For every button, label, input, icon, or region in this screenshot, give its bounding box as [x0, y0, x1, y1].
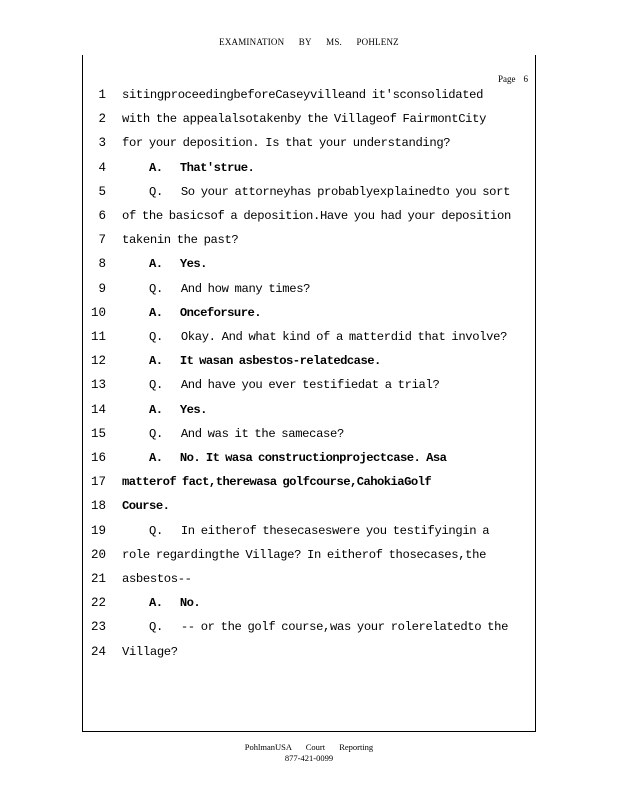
line-text: for your deposition. Is that your understanding?	[122, 136, 451, 151]
transcript-line	[0, 112, 618, 136]
page-header	[0, 37, 618, 47]
line-number: 5	[98, 184, 106, 199]
line-number: 12	[90, 354, 106, 369]
line-text: Q. And was it the samecase?	[149, 426, 344, 441]
line-number: 11	[90, 330, 106, 344]
transcript-line	[0, 330, 618, 354]
page-number	[498, 74, 528, 84]
line-number: 6	[98, 209, 106, 223]
transcript-line	[0, 306, 618, 330]
header-by: BY	[298, 37, 312, 47]
line-text: Q. -- or the golf course,was your rolerelatedto the	[149, 620, 509, 635]
transcript-line	[0, 524, 618, 548]
line-number: 16	[90, 451, 106, 465]
line-text: matterof fact,therewasa golfcourse,CahokiaGolf	[122, 475, 432, 490]
line-text: A. No.	[149, 596, 201, 611]
line-number: 15	[90, 426, 106, 441]
transcript-line	[0, 354, 618, 378]
line-number: 14	[90, 402, 106, 417]
line-number: 20	[90, 547, 106, 562]
transcript-line	[0, 499, 618, 523]
transcript-line	[0, 427, 618, 451]
line-number: 9	[98, 281, 106, 296]
transcript-line	[0, 451, 618, 475]
transcript-line	[0, 572, 618, 596]
header-name: POHLENZ	[356, 37, 399, 47]
line-number: 23	[90, 620, 106, 635]
line-text: Q. And have you ever testifiedat a trial?	[149, 378, 440, 393]
footer-company-line	[0, 742, 618, 753]
line-text: Q. So your attorneyhas probablyexplainedto you sort	[149, 184, 511, 199]
page-footer	[0, 742, 618, 764]
transcript-line	[0, 378, 618, 402]
transcript-line	[0, 88, 618, 112]
line-text: sitingproceedingbeforeCaseyvilleand it'sconsolidated	[122, 88, 484, 102]
line-text: of the basicsof a deposition.Have you had your deposition	[122, 209, 511, 223]
transcript-line	[0, 185, 618, 209]
footer-phone: 877-421-0099	[284, 753, 334, 763]
transcript-line	[0, 161, 618, 185]
line-text: Village?	[122, 644, 178, 659]
line-text: A. No. It wasa constructionprojectcase. Asa	[149, 451, 447, 465]
transcript-line	[0, 596, 618, 620]
line-text: Course.	[122, 499, 170, 514]
line-number: 22	[90, 596, 106, 611]
line-text: A. It wasan asbestos-relatedcase.	[149, 354, 381, 369]
line-number: 13	[90, 378, 106, 393]
transcript-line	[0, 548, 618, 572]
header-examination: EXAMINATION	[219, 37, 285, 47]
line-number: 1	[98, 88, 106, 102]
line-text: Q. And how many times?	[149, 281, 311, 296]
line-number: 17	[90, 475, 106, 490]
line-text: asbestos--	[122, 572, 192, 586]
footer-court: Court	[305, 742, 326, 752]
line-number: 10	[90, 305, 106, 320]
line-text: A. Yes.	[149, 402, 207, 417]
line-text: Q. Okay. And what kind of a matterdid that involve?	[149, 330, 508, 344]
line-number: 7	[98, 233, 106, 248]
transcript-line	[0, 475, 618, 499]
transcript-line	[0, 282, 618, 306]
line-text: A. That'strue.	[149, 160, 255, 175]
line-text: A. Onceforsure.	[149, 305, 261, 320]
transcript-line	[0, 136, 618, 160]
line-number: 19	[90, 523, 106, 538]
page-number-value: 6	[523, 74, 528, 84]
line-text: with the appealalsotakenby the Villageof FairmontCity	[122, 112, 487, 127]
line-number: 8	[98, 257, 106, 272]
page-label: Page	[498, 74, 516, 84]
line-text: role regardingthe Village? In eitherof thosecases,the	[122, 547, 487, 562]
header-ms: MS.	[326, 37, 342, 47]
footer-reporting: Reporting	[339, 742, 374, 752]
transcript-line	[0, 620, 618, 644]
transcript-line	[0, 209, 618, 233]
line-number: 18	[90, 499, 106, 514]
footer-company: PohlmanUSA	[244, 742, 292, 752]
transcript-line	[0, 233, 618, 257]
transcript-line	[0, 257, 618, 281]
line-number: 3	[98, 136, 106, 151]
line-number: 4	[98, 160, 106, 175]
line-text: Q. In eitherof thesecaseswere you testifyingin a	[149, 523, 490, 538]
line-number: 2	[98, 112, 106, 127]
line-text: A. Yes.	[149, 257, 207, 272]
line-number: 24	[90, 644, 106, 659]
line-number: 21	[90, 572, 106, 586]
transcript-line	[0, 645, 618, 669]
transcript-line	[0, 403, 618, 427]
line-text: takenin the past?	[122, 233, 239, 248]
